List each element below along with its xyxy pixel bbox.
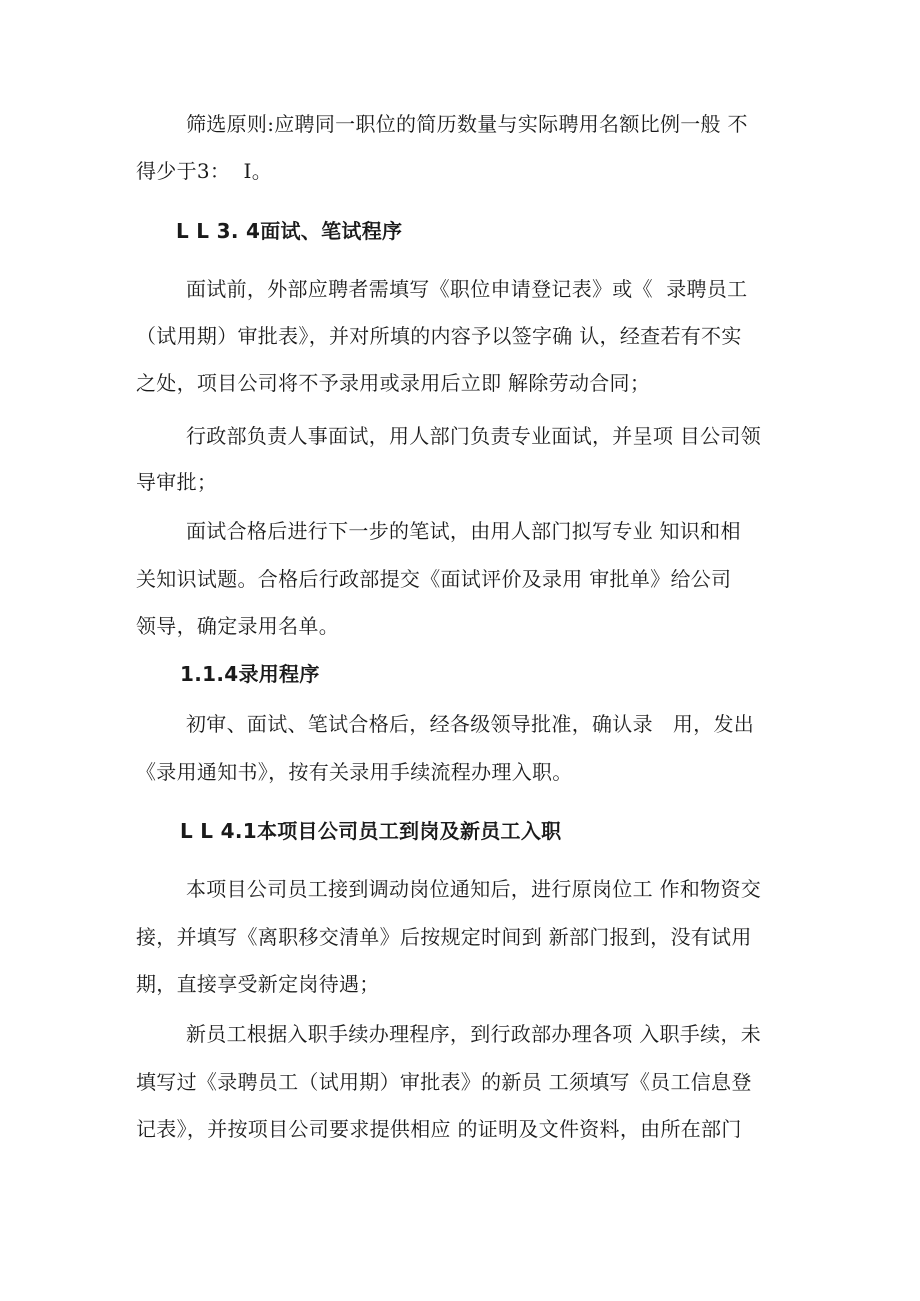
section-heading: L L 3. 4面试、笔试程序	[176, 219, 403, 243]
paragraph-line: 记表》，并按项目公司要求提供相应 的证明及文件资料，由所在部门	[136, 1117, 742, 1141]
paragraph-line: （试用期）审批表》，并对所填的内容予以签字确 认，经查若有不实	[136, 324, 742, 348]
section-heading: L L 4.1本项目公司员工到岗及新员工入职	[180, 819, 562, 843]
paragraph-line: 新员工根据入职手续办理程序，到行政部办理各项 入职手续，未	[186, 1022, 762, 1046]
paragraph-line: 得少于3： I。	[136, 159, 273, 183]
paragraph-line: 《录用通知书》，按有关录用手续流程办理入职。	[136, 760, 573, 784]
paragraph-line: 筛选原则:应聘同一职位的简历数量与实际聘用名额比例一般 不	[186, 112, 748, 136]
paragraph-line: 面试合格后进行下一步的笔试，由用人部门拟写专业 知识和相	[186, 519, 741, 543]
paragraph-line: 面试前，外部应聘者需填写《职位申请登记表》或《 录聘员工	[186, 277, 748, 301]
paragraph-line: 接，并填写《离职移交清单》后按规定时间到 新部门报到，没有试用	[136, 925, 752, 949]
paragraph-line: 之处，项目公司将不予录用或录用后立即 解除劳动合同；	[136, 371, 651, 395]
paragraph-line: 领导，确定录用名单。	[136, 614, 339, 638]
paragraph-line: 本项目公司员工接到调动岗位通知后，进行原岗位工 作和物资交	[186, 877, 762, 901]
paragraph-line: 初审、面试、笔试合格后，经各级领导批准，确认录 用，发出	[186, 712, 755, 736]
paragraph-line: 导审批；	[136, 470, 218, 494]
section-heading: 1.1.4录用程序	[180, 662, 320, 686]
paragraph-line: 关知识试题。合格后行政部提交《面试评价及录用 审批单》给公司	[136, 567, 732, 591]
paragraph-line: 行政部负责人事面试，用人部门负责专业面试，并呈项 目公司领	[186, 424, 762, 448]
paragraph-line: 填写过《录聘员工（试用期）审批表》的新员 工须填写《员工信息登	[136, 1070, 752, 1094]
paragraph-line: 期，直接享受新定岗待遇；	[136, 972, 380, 996]
